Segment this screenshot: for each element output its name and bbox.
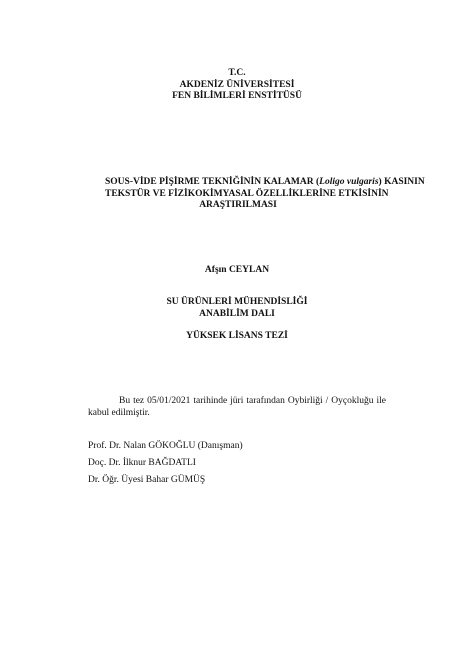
thesis-title-line-2: TEKSTÜR VE FİZİKOKİMYASAL ÖZELLİKLERİNE ETKİSİNİN bbox=[105, 188, 389, 199]
author-name: Afşın CEYLAN bbox=[204, 265, 270, 275]
institution-line-institute: FEN BİLİMLERİ ENSTİTÜSÜ bbox=[172, 91, 302, 101]
degree-type: YÜKSEK LİSANS TEZİ bbox=[186, 331, 288, 341]
jury-member-advisor: Prof. Dr. Nalan GÖKOĞLU (Danışman) bbox=[88, 441, 243, 451]
thesis-title-line-1 bbox=[105, 177, 425, 189]
approval-statement: Bu tez 05/01/2021 tarihinde jüri tarafından Oybirliği / Oyçokluğu ile kabul edilmiştir. bbox=[88, 396, 386, 418]
thesis-title-prefix: SOUS-VİDE PİŞİRME TEKNİĞİNİN KALAMAR ( bbox=[105, 177, 320, 187]
department bbox=[0, 297, 474, 320]
jury-list bbox=[88, 441, 243, 492]
thesis-title-species: Loligo vulgaris bbox=[319, 177, 379, 187]
institution-line-university: AKDENİZ ÜNİVERSİTESİ bbox=[179, 79, 295, 90]
jury-member-3: Dr. Öğr. Üyesi Bahar GÜMÜŞ bbox=[88, 475, 206, 485]
thesis-title-line-3: ARAŞTIRILMASI bbox=[199, 200, 277, 210]
thesis-title-suffix: ) KASININ bbox=[378, 177, 425, 187]
jury-member-2: Doç. Dr. İlknur BAĞDATLI bbox=[88, 458, 196, 468]
department-line-1: SU ÜRÜNLERİ MÜHENDİSLİĞİ bbox=[166, 297, 308, 307]
institution-line-country: T.C. bbox=[228, 68, 246, 78]
institution-header bbox=[0, 68, 474, 103]
thesis-title bbox=[105, 177, 425, 212]
department-line-2: ANABİLİM DALI bbox=[199, 308, 275, 319]
